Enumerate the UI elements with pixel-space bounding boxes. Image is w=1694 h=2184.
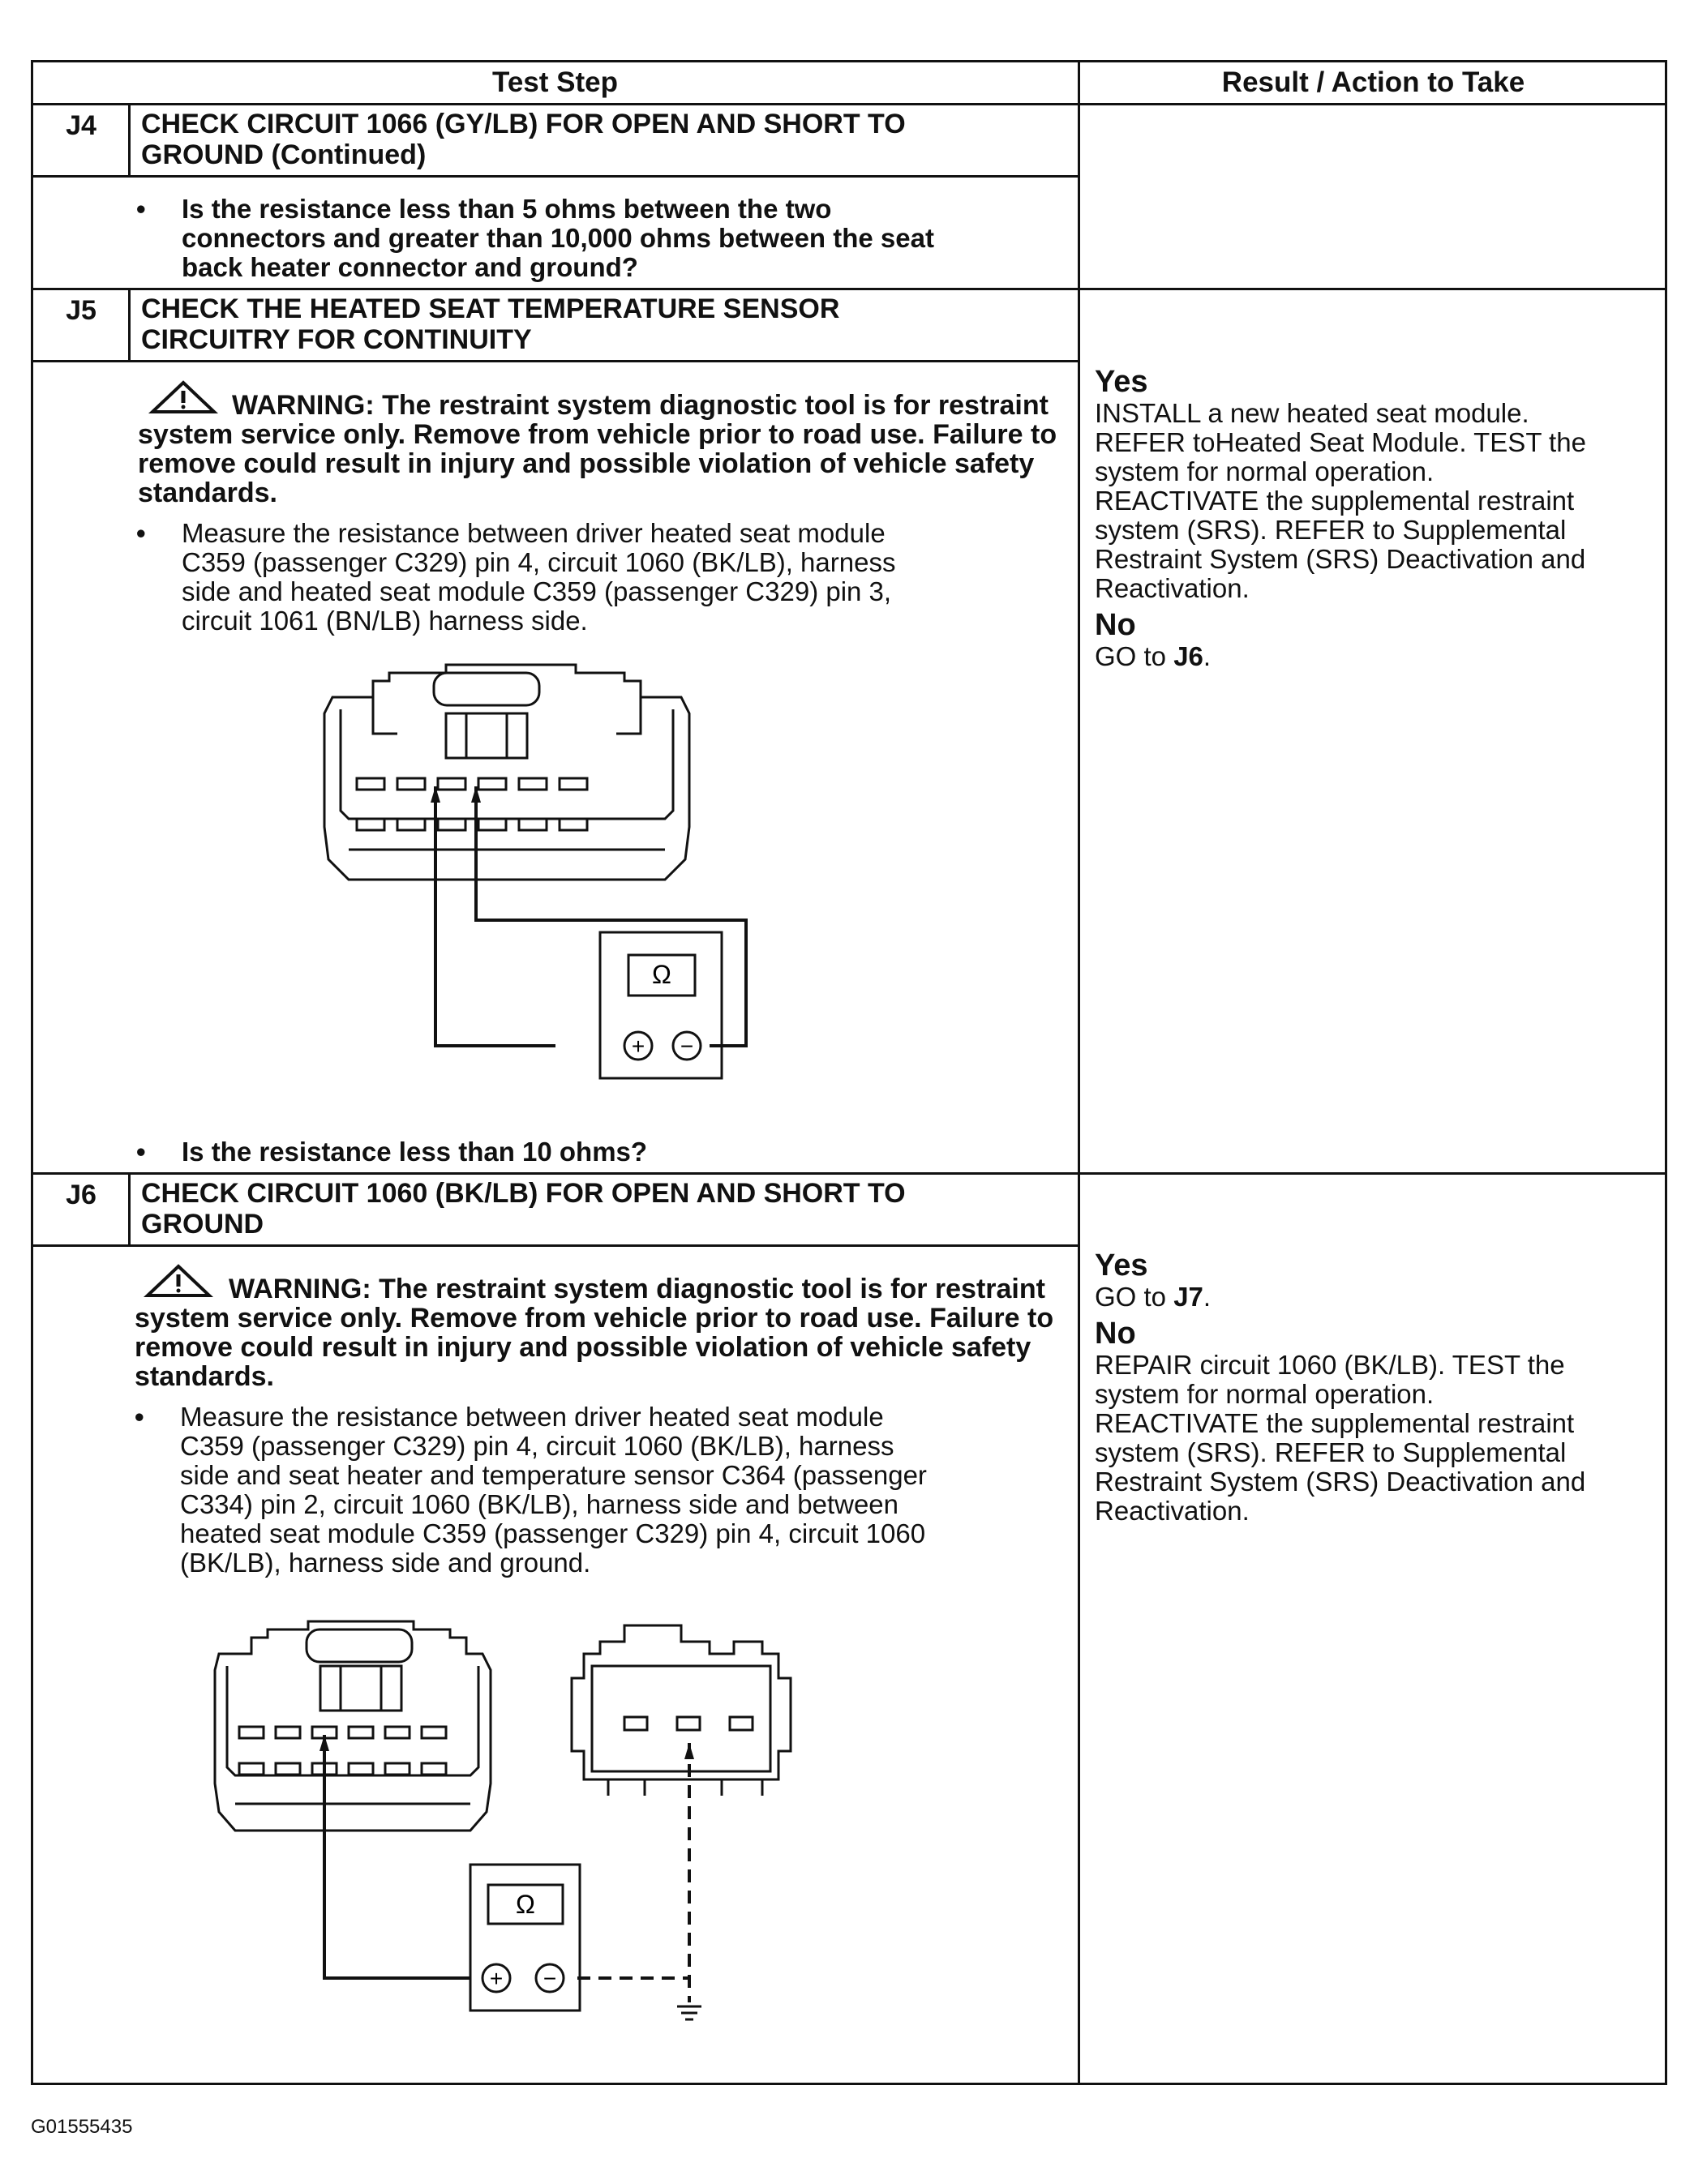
step-title-j4: CHECK CIRCUIT 1066 (GY/LB) FOR OPEN AND SHORT TO GROUND (Continued) [141, 109, 906, 170]
row-divider [31, 175, 1079, 178]
row-divider [31, 1172, 1667, 1175]
minus-symbol: − [680, 1034, 694, 1059]
instruction-j5: • Measure the resistance between driver heated seat module C359 (passenger C329) pin 4, circuit 1060 (BK/LB), harness side and heated seat module C359 (passenger C329) pin 3, circuit 1061 (BN/LB) harness side. [136, 518, 896, 636]
warning-text-j6: WARNING: The restraint system diagnostic tool is for restraint system service only. Remove from vehicle prior to road use. Failure to remove could result in injury and possible violation of vehicle safety standards. [135, 1274, 1054, 1392]
result-j6: Yes GO to J7. No REPAIR circuit 1060 (BK/LB). TEST the system for normal operation. REACTIVATE the supplemental restraint system (SRS). REFER to Supplemental Restraint System (SRS) Deactivation and Reactivation. [1095, 1248, 1662, 1526]
connector-body [324, 665, 689, 880]
no-label-j5: No [1095, 608, 1136, 642]
goto-link-j6[interactable]: J6 [1173, 641, 1203, 671]
probe-tips-j6 [320, 1735, 694, 1759]
header-test-step: Test Step [492, 66, 618, 98]
step-title-j6: CHECK CIRCUIT 1060 (BK/LB) FOR OPEN AND SHORT TO GROUND [141, 1178, 906, 1240]
figure-id: G01555435 [31, 2116, 133, 2138]
result-j5: Yes INSTALL a new heated seat module. REFER toHeated Seat Module. TEST the system for normal operation. REACTIVATE the supplemental restraint system (SRS). REFER to Supplemental Restraint System (SRS) Deactivation and Reactivation. No GO to J6. [1095, 365, 1662, 671]
header-result-action: Result / Action to Take [1221, 66, 1525, 98]
ground-lead [577, 1743, 689, 2002]
probe-leads [435, 786, 746, 1046]
sensor-connector [572, 1625, 791, 1796]
seat-module-connector [215, 1621, 491, 1831]
step-id-j4: J4 [66, 110, 96, 141]
ohmmeter-j6 [470, 1865, 580, 2011]
header-divider [31, 103, 1667, 105]
ground-icon [677, 2006, 701, 2019]
row-divider [31, 360, 1079, 362]
instruction-j6: • Measure the resistance between driver heated seat module C359 (passenger C329) pin 4, circuit 1060 (BK/LB), harness side and seat heater and temperature sensor C364 (passenger C334) pin 2, circuit 1060 (BK/LB), harness side and between heated seat module C359 (passenger C329) pin 4, circuit 1060 (BK/LB), harness side and ground. [135, 1402, 927, 1578]
question-j4: • Is the resistance less than 5 ohms between the two connectors and greater than 10,000 ohms between the seat back heater connector and ground? [136, 194, 934, 282]
yes-label-j6: Yes [1095, 1248, 1148, 1283]
connector-pins [357, 778, 587, 830]
step-id-j6: J6 [66, 1180, 96, 1210]
row-divider [31, 1244, 1079, 1247]
plus-symbol: + [631, 1034, 645, 1059]
j6-connector-diagram [203, 1621, 868, 2043]
no-label-j6: No [1095, 1317, 1136, 1351]
column-divider [1078, 60, 1080, 2085]
ohmmeter [600, 932, 722, 1078]
ohm-symbol: Ω [652, 960, 671, 989]
warning-text-j5: WARNING: The restraint system diagnostic tool is for restraint system service only. Remove from vehicle prior to road use. Failure to remove could result in injury and possible violation of vehicle safety standards. [138, 390, 1057, 508]
j6-leads [324, 1735, 470, 1978]
step-title-j5: CHECK THE HEATED SEAT TEMPERATURE SENSOR CIRCUITRY FOR CONTINUITY [141, 293, 840, 355]
yes-label-j5: Yes [1095, 365, 1148, 399]
j5-connector-diagram [284, 665, 770, 1086]
goto-link-j7[interactable]: J7 [1173, 1282, 1203, 1312]
minus-symbol: − [543, 1966, 557, 1991]
ohm-symbol: Ω [516, 1890, 535, 1919]
row-divider [31, 288, 1667, 290]
question-j5: • Is the resistance less than 10 ohms? [136, 1137, 648, 1167]
plus-symbol: + [489, 1966, 504, 1991]
step-id-j5: J5 [66, 295, 96, 326]
